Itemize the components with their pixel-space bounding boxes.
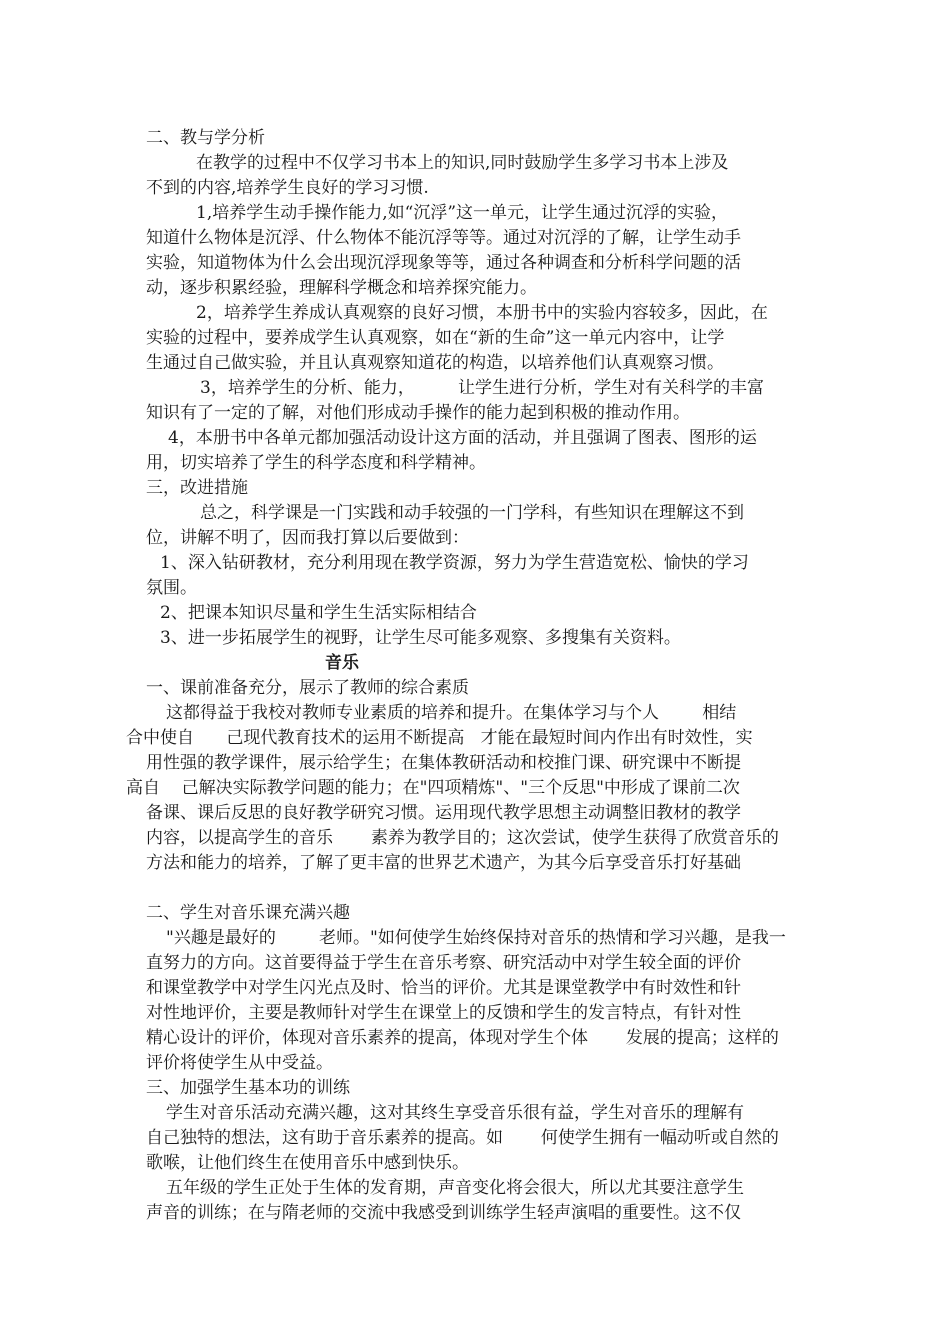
paragraph-line: 评价将使学生从中受益。 [146, 1053, 333, 1073]
paragraph-line: 实验的过程中，要养成学生认真观察，如在“新的生命”这一单元内容中，让学 [146, 328, 725, 348]
paragraph-line: 1,培养学生动手操作能力,如“沉浮”这一单元，让学生通过沉浮的实验， [196, 203, 729, 223]
section-heading-teaching-analysis: 二、教与学分析 [146, 128, 265, 148]
paragraph-line: 五年级的学生正处于生体的发育期，声音变化将会很大，所以尤其要注意学生 [166, 1178, 744, 1198]
paragraph-line: 精心设计的评价，体现对音乐素养的提高，体现对学生个体 发展的提高；这样的 [146, 1028, 779, 1048]
paragraph-line: 备课、课后反思的良好教学研究习惯。运用现代教学思想主动调整旧教材的教学 [146, 803, 741, 823]
paragraph-line: 实验，知道物体为什么会出现沉浮现象等等，通过各种调查和分析科学问题的活 [146, 253, 741, 273]
paragraph-line: 2，培养学生养成认真观察的良好习惯，本册书中的实验内容较多，因此，在 [196, 303, 768, 323]
paragraph-line: 这都得益于我校对教师专业素质的培养和提升。在集体学习与个人 相结 [166, 703, 737, 723]
paragraph-line: 高自 己解决实际教学问题的能力；在"四项精炼"、"三个反思"中形成了课前二次 [126, 778, 740, 798]
paragraph-line: 方法和能力的培养，了解了更丰富的世界艺术遗产，为其今后享受音乐打好基础 [146, 853, 741, 873]
list-item: 1、深入钻研教材，充分利用现在教学资源，努力为学生营造宽松、愉快的学习 [160, 553, 749, 573]
paragraph-line: 用性强的教学课件，展示给学生；在集体教研活动和校推门课、研究课中不断提 [146, 753, 741, 773]
paragraph-line: 学生对音乐活动充满兴趣，这对其终生享受音乐很有益，学生对音乐的理解有 [166, 1103, 744, 1123]
paragraph-line: 3，培养学生的分析、能力， 让学生进行分析，学生对有关科学的丰富 [200, 378, 765, 398]
paragraph-line: 动，逐步积累经验，理解科学概念和培养探究能力。 [146, 278, 537, 298]
section-heading-improvements: 三，改进措施 [146, 478, 248, 498]
paragraph-line: 和课堂教学中对学生闪光点及时、恰当的评价。尤其是课堂教学中有时效性和针 [146, 978, 741, 998]
section-heading-preparation: 一、课前准备充分，展示了教师的综合素质 [146, 678, 469, 698]
list-item: 2、把课本知识尽量和学生生活实际相结合 [160, 603, 477, 623]
paragraph-line: 总之，科学课是一门实践和动手较强的一门学科，有些知识在理解这不到 [200, 503, 744, 523]
section-title-music: 音乐 [325, 653, 359, 673]
section-heading-interest: 二、学生对音乐课充满兴趣 [146, 903, 350, 923]
paragraph-line: 生通过自己做实验，并且认真观察知道花的构造，以培养他们认真观察习惯。 [146, 353, 724, 373]
section-heading-basic-skills: 三、加强学生基本功的训练 [146, 1078, 350, 1098]
paragraph-line: 知道什么物体是沉浮、什么物体不能沉浮等等。通过对沉浮的了解，让学生动手 [146, 228, 741, 248]
paragraph-line: 自己独特的想法，这有助于音乐素养的提高。如 何使学生拥有一幅动听或自然的 [146, 1128, 779, 1148]
paragraph-line: 用，切实培养了学生的科学态度和科学精神。 [146, 453, 486, 473]
paragraph-line: 对性地评价，主要是教师针对学生在课堂上的反馈和学生的发言特点，有针对性 [146, 1003, 741, 1023]
list-item-continued: 氛围。 [146, 578, 197, 598]
paragraph-line: 在教学的过程中不仅学习书本上的知识,同时鼓励学生多学习书本上涉及 [196, 153, 729, 173]
paragraph-line: 不到的内容,培养学生良好的学习习惯. [146, 178, 429, 198]
list-item: 3、进一步拓展学生的视野，让学生尽可能多观察、多搜集有关资料。 [160, 628, 681, 648]
paragraph-line: "兴趣是最好的 老师。"如何使学生始终保持对音乐的热情和学习兴趣，是我一 [166, 928, 786, 948]
paragraph-line: 歌喉，让他们终生在使用音乐中感到快乐。 [146, 1153, 469, 1173]
paragraph-line: 4，本册书中各单元都加强活动设计这方面的活动，并且强调了图表、图形的运 [168, 428, 757, 448]
paragraph-line: 直努力的方向。这首要得益于学生在音乐考察、研究活动中对学生较全面的评价 [146, 953, 741, 973]
paragraph-line: 合中使自 己现代教育技术的运用不断提高 才能在最短时间内作出有时效性，实 [126, 728, 753, 748]
paragraph-line: 内容，以提高学生的音乐 素养为教学目的；这次尝试，使学生获得了欣赏音乐的 [146, 828, 779, 848]
paragraph-line: 声音的训练；在与隋老师的交流中我感受到训练学生轻声演唱的重要性。这不仅 [146, 1203, 741, 1223]
paragraph-line: 位，讲解不明了，因而我打算以后要做到： [146, 528, 469, 548]
paragraph-line: 知识有了一定的了解，对他们形成动手操作的能力起到积极的推动作用。 [146, 403, 690, 423]
